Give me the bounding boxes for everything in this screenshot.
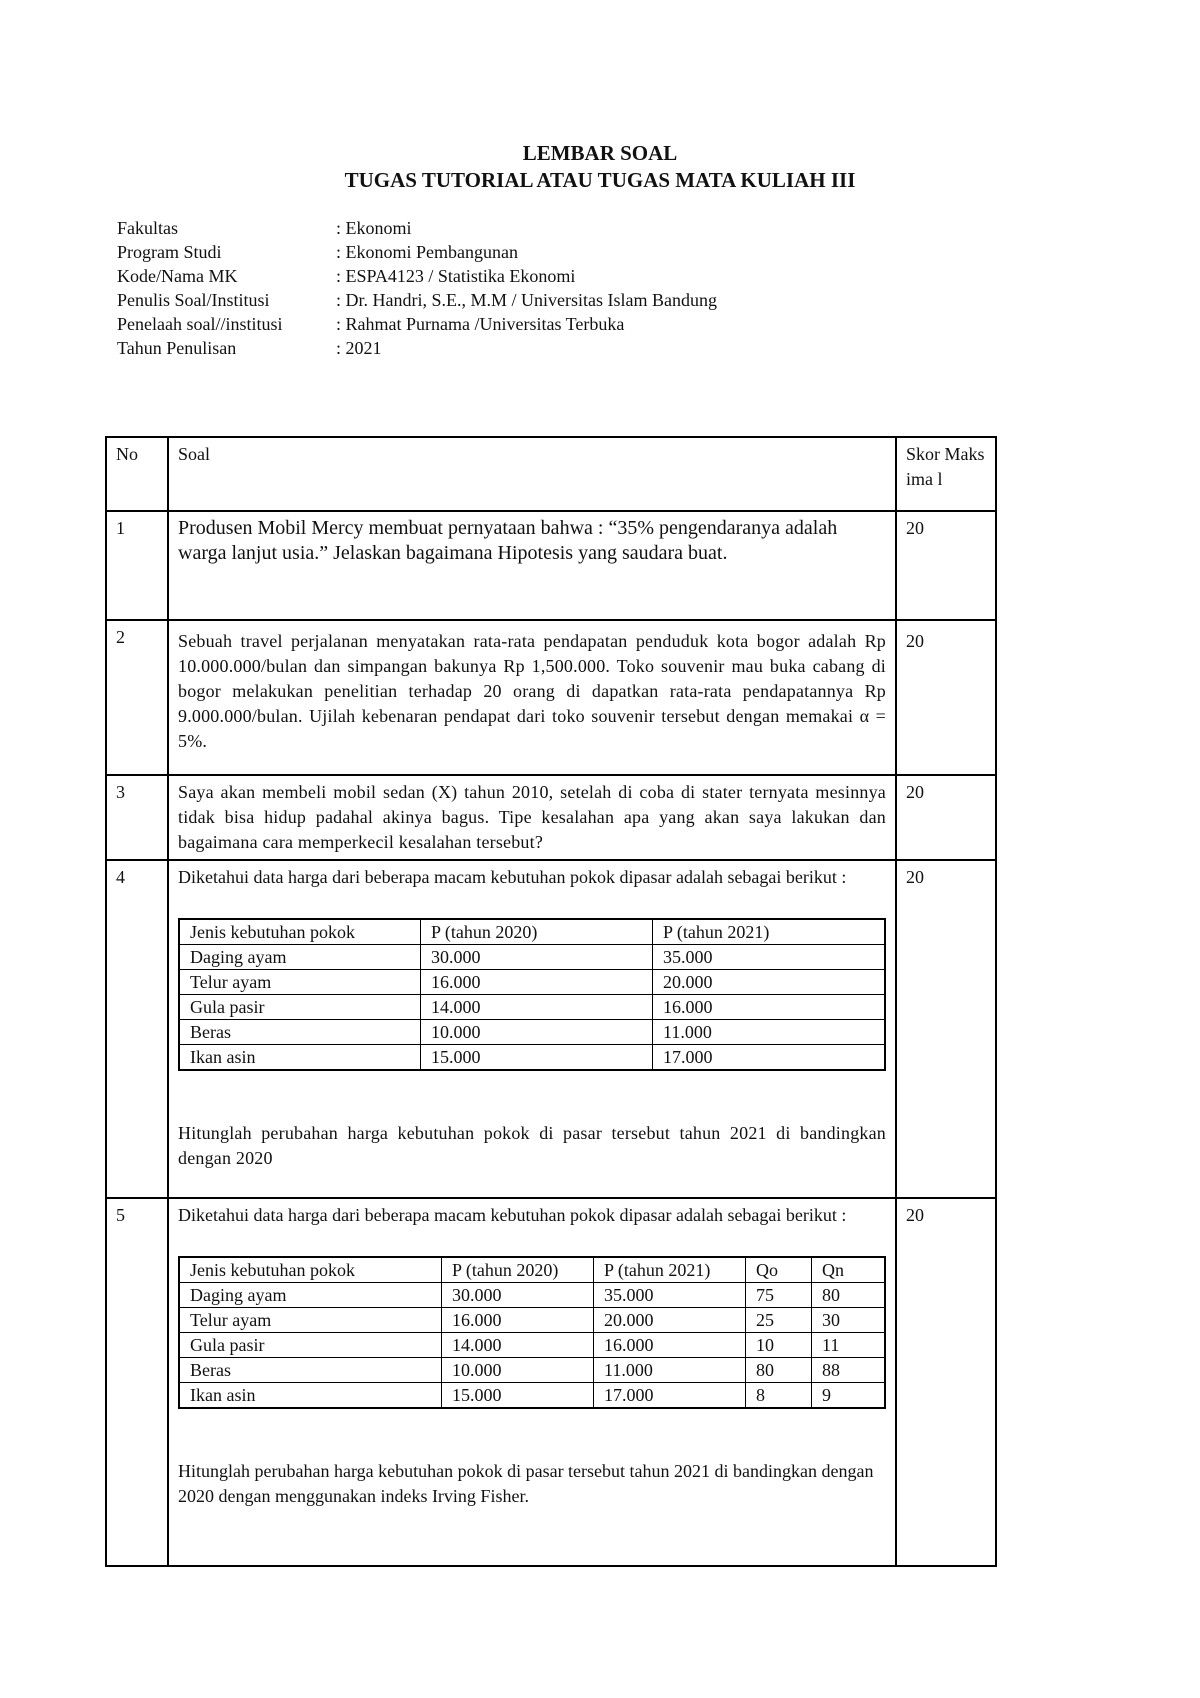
meta-label: Penelaah soal//institusi [117, 314, 283, 334]
meta-value: : 2021 [336, 338, 382, 358]
cell: 10 [746, 1333, 812, 1358]
cell: 16.000 [442, 1308, 594, 1333]
cell: Telur ayam [179, 1308, 442, 1333]
cell: 30 [812, 1308, 886, 1333]
question-body [168, 860, 896, 1198]
document-title: LEMBAR SOAL [522, 141, 678, 165]
cell: 15.000 [442, 1383, 594, 1409]
question-score: 20 [896, 511, 996, 620]
cell: Daging ayam [179, 1283, 442, 1308]
table-row [179, 1045, 885, 1071]
question-text: Produsen Mobil Mercy membuat pernyataan bahwa : “35% pengendaranya adalah warga lanjut usia.” Jelaskan bagaimana Hipotesis yang saudara buat. [168, 511, 896, 620]
question-number: 3 [106, 775, 168, 860]
table-row [179, 995, 885, 1020]
cell: 10.000 [421, 1020, 653, 1045]
cell: Beras [179, 1358, 442, 1383]
cell: Ikan asin [179, 1045, 421, 1071]
cell: 80 [746, 1358, 812, 1383]
cell: 75 [746, 1283, 812, 1308]
question-row-2 [106, 620, 996, 775]
question-task: Hitunglah perubahan harga kebutuhan pokok di pasar tersebut tahun 2021 di bandingkan dengan 2020 dengan menggunakan indeks Irving Fisher. [178, 1461, 874, 1506]
question-score: 20 [896, 1198, 996, 1566]
question-task: Hitunglah perubahan harga kebutuhan pokok di pasar tersebut tahun 2021 di bandingkan dengan 2020 [178, 1123, 886, 1168]
meta-label: Kode/Nama MK [117, 266, 238, 286]
cell: 15.000 [421, 1045, 653, 1071]
column-header: P (tahun 2020) [442, 1257, 594, 1283]
table-row [179, 1308, 885, 1333]
question-row-3 [106, 775, 996, 860]
question-text: Saya akan membeli mobil sedan (X) tahun 2010, setelah di coba di stater ternyata mesinnya tidak bisa hidup padahal akinya bagus. Tipe kesalahan apa yang akan saya lakukan dan bagaimana cara memperkecil kesalahan tersebut? [168, 775, 896, 860]
table-row [179, 1283, 885, 1308]
header-skor: Skor Maksima l [896, 437, 996, 511]
meta-label: Program Studi [117, 242, 222, 262]
cell: 16.000 [594, 1333, 746, 1358]
meta-label: Penulis Soal/Institusi [117, 290, 270, 310]
cell: 17.000 [594, 1383, 746, 1409]
meta-value: : Dr. Handri, S.E., M.M / Universitas Islam Bandung [336, 290, 717, 310]
cell: 10.000 [442, 1358, 594, 1383]
cell: Gula pasir [179, 1333, 442, 1358]
cell: 16.000 [653, 995, 886, 1020]
question-row-5 [106, 1198, 996, 1566]
cell: 17.000 [653, 1045, 886, 1071]
price-table-header [179, 919, 885, 945]
question-row-4 [106, 860, 996, 1198]
meta-label: Fakultas [117, 218, 178, 238]
question-number: 1 [106, 511, 168, 620]
cell: 35.000 [594, 1283, 746, 1308]
question-number: 4 [106, 860, 168, 1198]
question-table [105, 436, 997, 1567]
cell: 14.000 [442, 1333, 594, 1358]
cell: 20.000 [594, 1308, 746, 1333]
price-quantity-table [178, 1256, 886, 1409]
cell: 25 [746, 1308, 812, 1333]
meta-label: Tahun Penulisan [117, 338, 237, 358]
cell: 9 [812, 1383, 886, 1409]
cell: 30.000 [442, 1283, 594, 1308]
meta-row-kode-mk [117, 266, 717, 290]
meta-row-penulis [117, 290, 717, 314]
cell: Gula pasir [179, 995, 421, 1020]
meta-value: : Rahmat Purnama /Universitas Terbuka [336, 314, 625, 334]
table-header-row [106, 437, 996, 511]
question-score: 20 [896, 620, 996, 775]
cell: Ikan asin [179, 1383, 442, 1409]
question-row-1 [106, 511, 996, 620]
price-table-header [179, 1257, 885, 1283]
column-header: Jenis kebutuhan pokok [179, 1257, 442, 1283]
header-soal: Soal [168, 437, 896, 511]
meta-value: : ESPA4123 / Statistika Ekonomi [336, 266, 576, 286]
question-body [168, 1198, 896, 1566]
column-header: P (tahun 2020) [421, 919, 653, 945]
cell: Telur ayam [179, 970, 421, 995]
meta-value: : Ekonomi [336, 218, 412, 238]
cell: 16.000 [421, 970, 653, 995]
column-header: Qo [746, 1257, 812, 1283]
cell: 11 [812, 1333, 886, 1358]
cell: 11.000 [653, 1020, 886, 1045]
table-row [179, 1383, 885, 1409]
question-score: 20 [896, 860, 996, 1198]
meta-value: : Ekonomi Pembangunan [336, 242, 518, 262]
question-intro: Diketahui data harga dari beberapa macam kebutuhan pokok dipasar adalah sebagai berikut : [178, 867, 847, 887]
table-row [179, 1358, 885, 1383]
cell: 30.000 [421, 945, 653, 970]
cell: Beras [179, 1020, 421, 1045]
cell: Daging ayam [179, 945, 421, 970]
document-subtitle: TUGAS TUTORIAL ATAU TUGAS MATA KULIAH III [344, 168, 856, 192]
column-header: Qn [812, 1257, 886, 1283]
meta-row-penelaah [117, 314, 717, 338]
table-row [179, 1333, 885, 1358]
header-no: No [106, 437, 168, 511]
cell: 11.000 [594, 1358, 746, 1383]
table-row [179, 945, 885, 970]
cell: 88 [812, 1358, 886, 1383]
meta-row-program-studi [117, 242, 717, 266]
cell: 35.000 [653, 945, 886, 970]
column-header: Jenis kebutuhan pokok [179, 919, 421, 945]
question-score: 20 [896, 775, 996, 860]
price-table [178, 918, 886, 1071]
question-intro: Diketahui data harga dari beberapa macam kebutuhan pokok dipasar adalah sebagai berikut : [178, 1205, 847, 1225]
question-number: 2 [106, 620, 168, 775]
meta-row-tahun [117, 338, 717, 362]
table-row [179, 970, 885, 995]
cell: 20.000 [653, 970, 886, 995]
cell: 80 [812, 1283, 886, 1308]
question-text: Sebuah travel perjalanan menyatakan rata-rata pendapatan penduduk kota bogor adalah Rp 10.000.000/bulan dan simpangan bakunya Rp 1,500.000. Toko souvenir mau buka cabang di bogor melakukan penelitian terhadap 20 orang di dapatkan rata-rata pendapatannya Rp 9.000.000/bulan. Ujilah kebenaran pendapat dari toko souvenir tersebut dengan memakai α = 5%. [168, 620, 896, 775]
table-row [179, 1020, 885, 1045]
cell: 14.000 [421, 995, 653, 1020]
question-number: 5 [106, 1198, 168, 1566]
cell: 8 [746, 1383, 812, 1409]
column-header: P (tahun 2021) [594, 1257, 746, 1283]
meta-row-fakultas [117, 218, 717, 242]
metadata-block [117, 218, 717, 362]
column-header: P (tahun 2021) [653, 919, 886, 945]
